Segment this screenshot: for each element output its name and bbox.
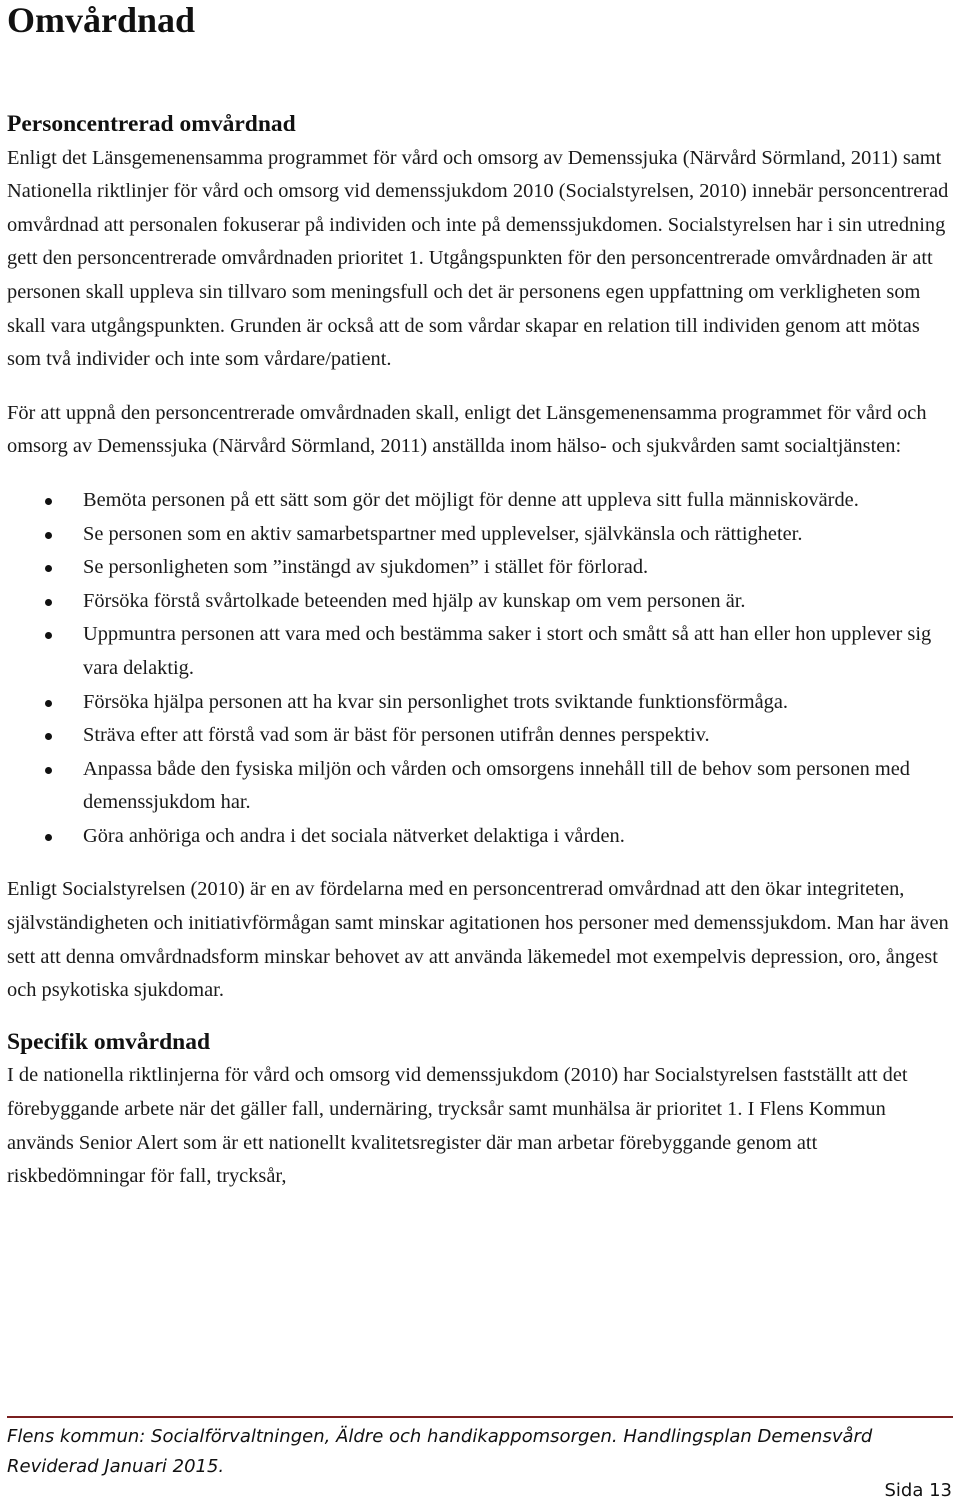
list-item xyxy=(7,618,952,685)
paragraph: För att uppnå den personcentrerade omvårdnaden skall, enligt det Länsgemenensamma programmet för vård och omsorg av Demenssjuka (Närvård Sörmland, 2011) anställda inom hälso- och sjukvården samt socialtjänsten: xyxy=(7,401,927,458)
list-item-text: Sträva efter att förstå vad som är bäst för personen utifrån dennes perspektiv. xyxy=(83,724,710,747)
page-footer xyxy=(7,1422,953,1482)
list-item-text: Anpassa både den fysiska miljön och vården och omsorgens innehåll till de behov som personen med demenssjukdom har. xyxy=(83,757,910,814)
footer-line: Flens kommun: Socialförvaltningen, Äldre och handikappomsorgen. Handlingsplan Demensvård xyxy=(7,1426,873,1447)
section-heading-personcentrerad: Personcentrerad omvårdnad xyxy=(7,111,296,137)
list-item-text: Uppmuntra personen att vara med och bestämma saker i stort och smått så att han eller hon upplever sig vara delaktig. xyxy=(83,623,932,679)
bullet-icon xyxy=(45,632,52,639)
list-item xyxy=(7,484,952,518)
page-number: Sida 13 xyxy=(884,1480,952,1501)
bullet-icon xyxy=(45,498,52,505)
paragraph: Enligt Socialstyrelsen (2010) är en av fördelarna med en personcentrerad omvårdnad att den ökar integriteten, självständigheten och initiativförmågan samt minskar agitationen hos personer med demenssjukdom. Man har även sett att denna omvårdnadsform minskar behovet av att använda läkemedel mot exempelvis depression, oro, ångest och psykotiska sjukdomar. xyxy=(7,878,949,1002)
footer-line: Reviderad Januari 2015. xyxy=(7,1456,225,1477)
bullet-icon xyxy=(45,767,52,774)
list-item-text: Se personligheten som ”instängd av sjukdomen” i stället för förlorad. xyxy=(83,556,649,579)
footer-divider xyxy=(7,1416,953,1418)
list-item xyxy=(7,686,952,720)
list-item xyxy=(7,518,952,552)
list-item xyxy=(7,753,952,820)
paragraph: Enligt det Länsgemenensamma programmet för vård och omsorg av Demenssjuka (Närvård Sörmland, 2011) samt Nationella riktlinjer för vård och omsorg vid demenssjukdom 2010 (Socialstyrelsen, 2010) innebär personcentrerad omvårdnad att personalen fokuserar på individen och inte på demenssjukdomen. Socialstyrelsen har i sin utredning gett den personcentrerade omvårdnaden prioritet 1. Utgångspunkten för den personcentrerade omvårdnaden är att personen skall uppleva sin tillvaro som meningsfull och det är personens egen uppfattning om verkligheten som skall vara utgångspunkten. Grunden är också att de som vårdar skapar en relation till individen genom att mötas som två individer och inte som vårdare/patient. xyxy=(7,146,949,371)
list-item xyxy=(7,719,952,753)
list-item xyxy=(7,551,952,585)
section-heading-specifik: Specifik omvårdnad xyxy=(7,1028,211,1055)
paragraph: I de nationella riktlinjerna för vård och omsorg vid demenssjukdom (2010) har Socialstyrelsen fastställt att det förebyggande arbete när det gäller fall, undernäring, trycksår samt munhälsa är prioritet 1. I Flens Kommun används Senior Alert som är ett nationellt kvalitetsregister där man arbetar förebyggande genom att riskbedömningar för fall, trycksår, xyxy=(7,1064,908,1188)
list-item-text: Göra anhöriga och andra i det sociala nätverket delaktiga i vården. xyxy=(83,824,625,847)
document-body xyxy=(7,108,952,1194)
bullet-list xyxy=(7,484,952,854)
list-item-text: Bemöta personen på ett sätt som gör det möjligt för denne att uppleva sitt fulla människovärde. xyxy=(83,488,859,511)
bullet-icon xyxy=(45,733,52,740)
list-item xyxy=(7,585,952,619)
page-title: Omvårdnad xyxy=(7,0,196,40)
list-item-text: Se personen som en aktiv samarbetspartner med upplevelser, självkänsla och rättigheter. xyxy=(83,522,803,545)
bullet-icon xyxy=(45,565,52,572)
bullet-icon xyxy=(45,532,52,539)
bullet-icon xyxy=(45,700,52,707)
list-item-text: Försöka hjälpa personen att ha kvar sin personlighet trots sviktande funktionsförmåga. xyxy=(83,690,789,713)
list-item xyxy=(7,820,952,854)
list-item-text: Försöka förstå svårtolkade beteenden med hjälp av kunskap om vem personen är. xyxy=(83,589,746,612)
bullet-icon xyxy=(45,834,52,841)
bullet-icon xyxy=(45,599,52,606)
